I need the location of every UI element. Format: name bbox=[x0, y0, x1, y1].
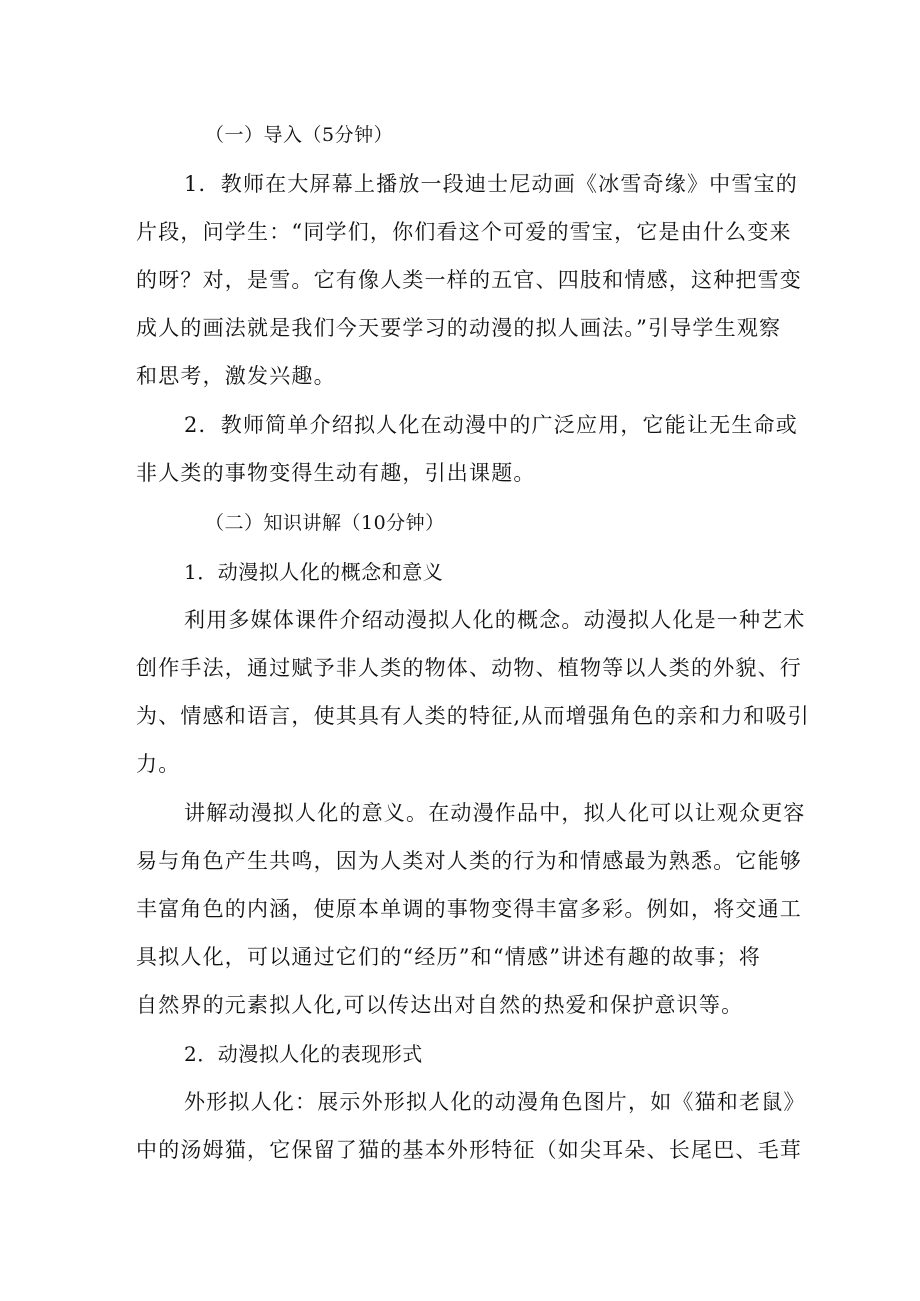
paragraph-line: 力。 bbox=[136, 752, 181, 776]
paragraph-line: 具拟人化，可以通过它们的“经历”和“情感”讲述有趣的故事；将 bbox=[136, 945, 761, 969]
section-heading-knowledge: （二）知识讲解（10分钟） bbox=[205, 512, 445, 534]
subheading-concept: 1．动漫拟人化的概念和意义 bbox=[184, 560, 444, 584]
paragraph-line: 1．教师在大屏幕上播放一段迪士尼动画《冰雪奇缘》中雪宝的 bbox=[184, 172, 798, 196]
paragraph-line: 易与角色产生共鸣，因为人类对人类的行为和情感最为熟悉。它能够 bbox=[136, 849, 802, 873]
paragraph-line: 利用多媒体课件介绍动漫拟人化的概念。动漫拟人化是一种艺术 bbox=[184, 608, 806, 632]
paragraph-line: 片段，问学生：“同学们，你们看这个可爱的雪宝，它是由什么变来 bbox=[136, 220, 792, 244]
paragraph-line: 讲解动漫拟人化的意义。在动漫作品中，拟人化可以让观众更容 bbox=[184, 801, 806, 825]
paragraph-line: 非人类的事物变得生动有趣，引出课题。 bbox=[136, 461, 536, 485]
subheading-forms: 2．动漫拟人化的表现形式 bbox=[184, 1042, 423, 1066]
paragraph-line: 2．教师简单介绍拟人化在动漫中的广泛应用，它能让无生命或 bbox=[184, 413, 798, 437]
paragraph-line: 自然界的元素拟人化,可以传达出对自然的热爱和保护意识等。 bbox=[136, 993, 744, 1017]
paragraph-line: 中的汤姆猫，它保留了猫的基本外形特征（如尖耳朵、长尾巴、毛茸 bbox=[136, 1138, 802, 1162]
paragraph-line: 成人的画法就是我们今天要学习的动漫的拟人画法。”引导学生观察 bbox=[136, 316, 782, 340]
paragraph-line: 外形拟人化：展示外形拟人化的动漫角色图片，如《猫和老鼠》 bbox=[184, 1090, 806, 1114]
paragraph-line: 创作手法，通过赋予非人类的物体、动物、植物等以人类的外貌、行 bbox=[136, 656, 802, 680]
paragraph-line: 的呀？对，是雪。它有像人类一样的五官、四肢和情感，这种把雪变 bbox=[136, 268, 802, 292]
section-heading-intro: （一）导入（5分钟） bbox=[205, 124, 394, 146]
paragraph-line: 和思考，激发兴趣。 bbox=[136, 364, 336, 388]
paragraph-line: 为、情感和语言，使其具有人类的特征,从而增强角色的亲和力和吸引 bbox=[136, 704, 810, 728]
paragraph-line: 丰富角色的内涵，使原本单调的事物变得丰富多彩。例如，将交通工 bbox=[136, 897, 802, 921]
